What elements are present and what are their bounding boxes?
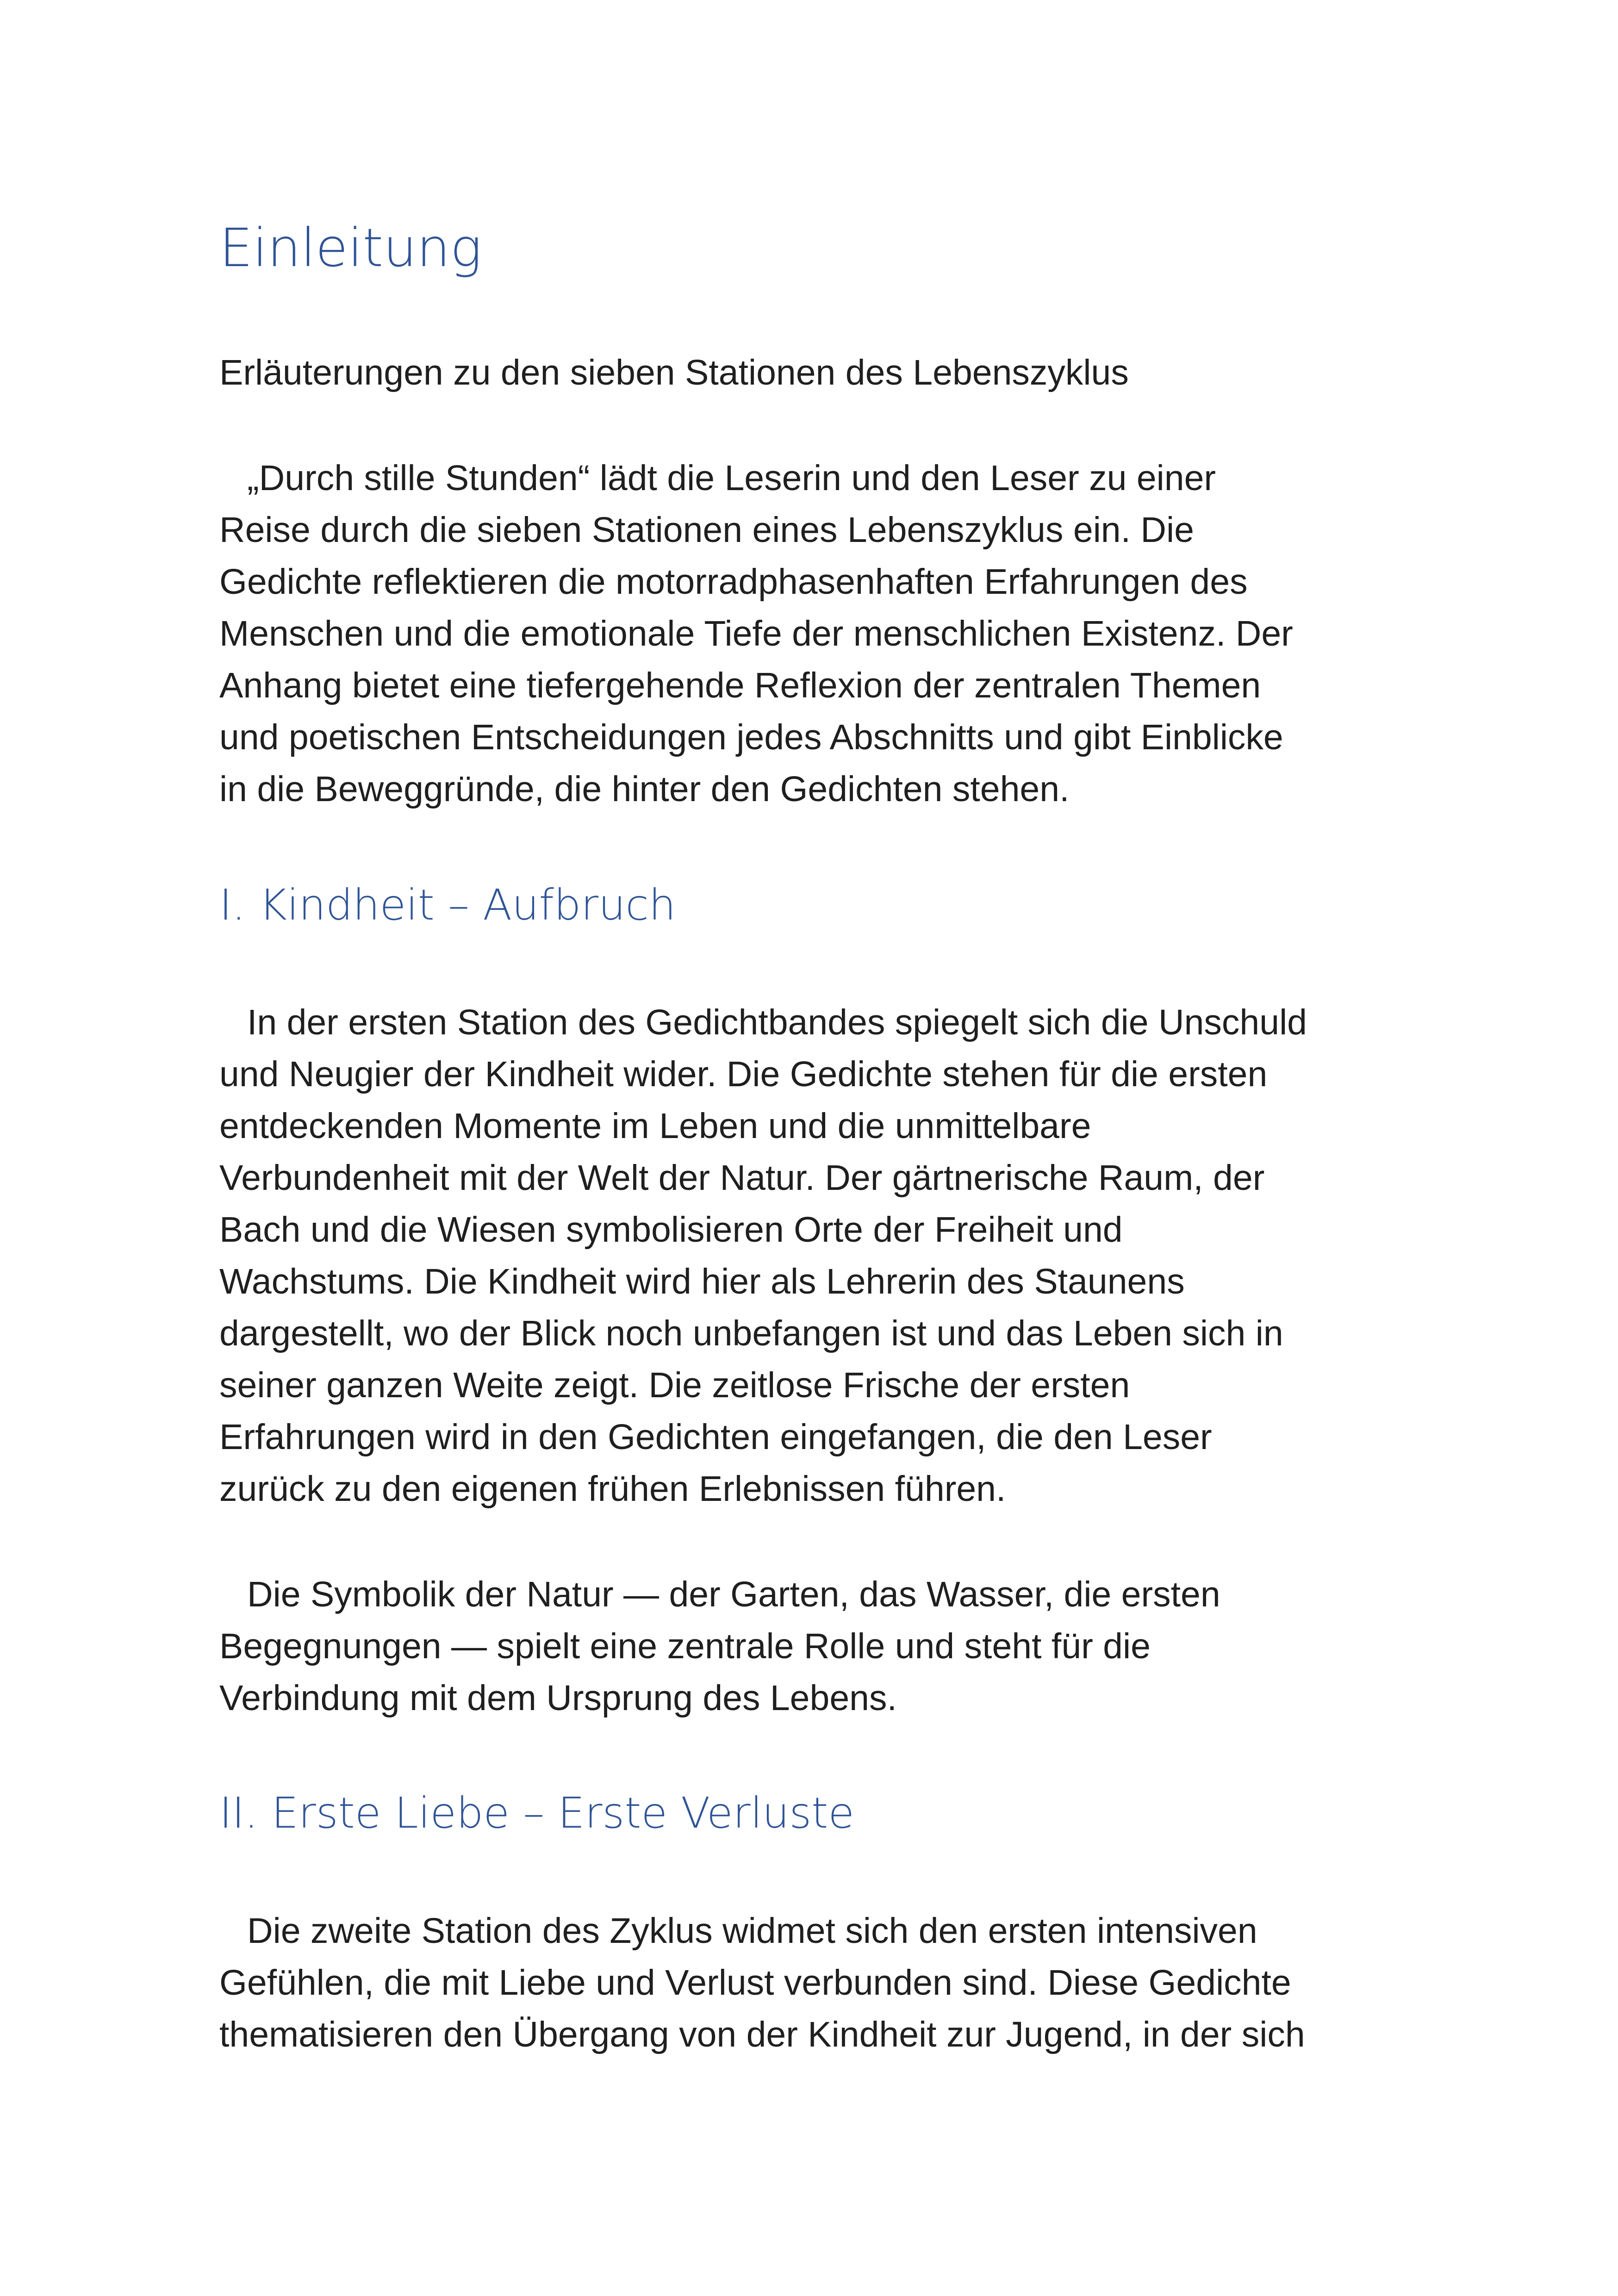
text-line: Wachstums. Die Kindheit wird hier als Lehrerin des Staunens (219, 1262, 1185, 1302)
text-line: Bach und die Wiesen symbolisieren Orte der Freiheit und (219, 1210, 1123, 1250)
text-line: thematisieren den Übergang von der Kindheit zur Jugend, in der sich (219, 2014, 1305, 2054)
kindheit-paragraph-2 (219, 1568, 1404, 1724)
text-line: Begegnungen — spielt eine zentrale Rolle und steht für die (219, 1626, 1151, 1667)
erste-liebe-paragraph-1 (219, 1905, 1404, 2060)
text-line: In der ersten Station des Gedichtbandes spiegelt sich die Unschuld (247, 1002, 1307, 1043)
page-content (219, 218, 1404, 2060)
heading-kindheit: I. Kindheit – Aufbruch (219, 880, 676, 930)
text-line: zurück zu den eigenen frühen Erlebnissen führen. (219, 1469, 1006, 1509)
heading-einleitung: Einleitung (219, 217, 482, 279)
text-line: Menschen und die emotionale Tiefe der menschlichen Existenz. Der (219, 614, 1293, 654)
text-line: „Durch stille Stunden“ lädt die Leserin und den Leser zu einer (247, 458, 1216, 498)
text-line: und Neugier der Kindheit wider. Die Gedichte stehen für die ersten (219, 1054, 1268, 1095)
intro-subtitle: Erläuterungen zu den sieben Stationen des Lebenszyklus (219, 353, 1129, 393)
kindheit-paragraph-1 (219, 996, 1404, 1515)
text-line: Anhang bietet eine tiefergehende Reflexion der zentralen Themen (219, 666, 1261, 706)
text-line: Gefühlen, die mit Liebe und Verlust verbunden sind. Diese Gedichte (219, 1962, 1291, 2003)
text-line: Verbundenheit mit der Welt der Natur. Der gärtnerische Raum, der (219, 1158, 1265, 1198)
text-line: und poetischen Entscheidungen jedes Abschnitts und gibt Einblicke (219, 717, 1283, 758)
heading-erste-liebe: II. Erste Liebe – Erste Verluste (219, 1788, 854, 1838)
text-line: seiner ganzen Weite zeigt. Die zeitlose Frische der ersten (219, 1365, 1130, 1406)
intro-paragraph (219, 452, 1404, 815)
text-line: Verbindung mit dem Ursprung des Lebens. (219, 1678, 897, 1718)
text-line: Reise durch die sieben Stationen eines Lebenszyklus ein. Die (219, 510, 1194, 550)
text-line: Die Symbolik der Natur — der Garten, das Wasser, die ersten (247, 1574, 1220, 1615)
text-line: entdeckenden Momente im Leben und die unmittelbare (219, 1106, 1091, 1146)
text-line: Die zweite Station des Zyklus widmet sich den ersten intensiven (247, 1910, 1257, 1951)
text-line: Gedichte reflektieren die motorradphasenhaften Erfahrungen des (219, 562, 1248, 602)
text-line: in die Beweggründe, die hinter den Gedichten stehen. (219, 769, 1070, 809)
text-line: Erfahrungen wird in den Gedichten eingefangen, die den Leser (219, 1417, 1212, 1457)
text-line: dargestellt, wo der Blick noch unbefangen ist und das Leben sich in (219, 1313, 1283, 1354)
